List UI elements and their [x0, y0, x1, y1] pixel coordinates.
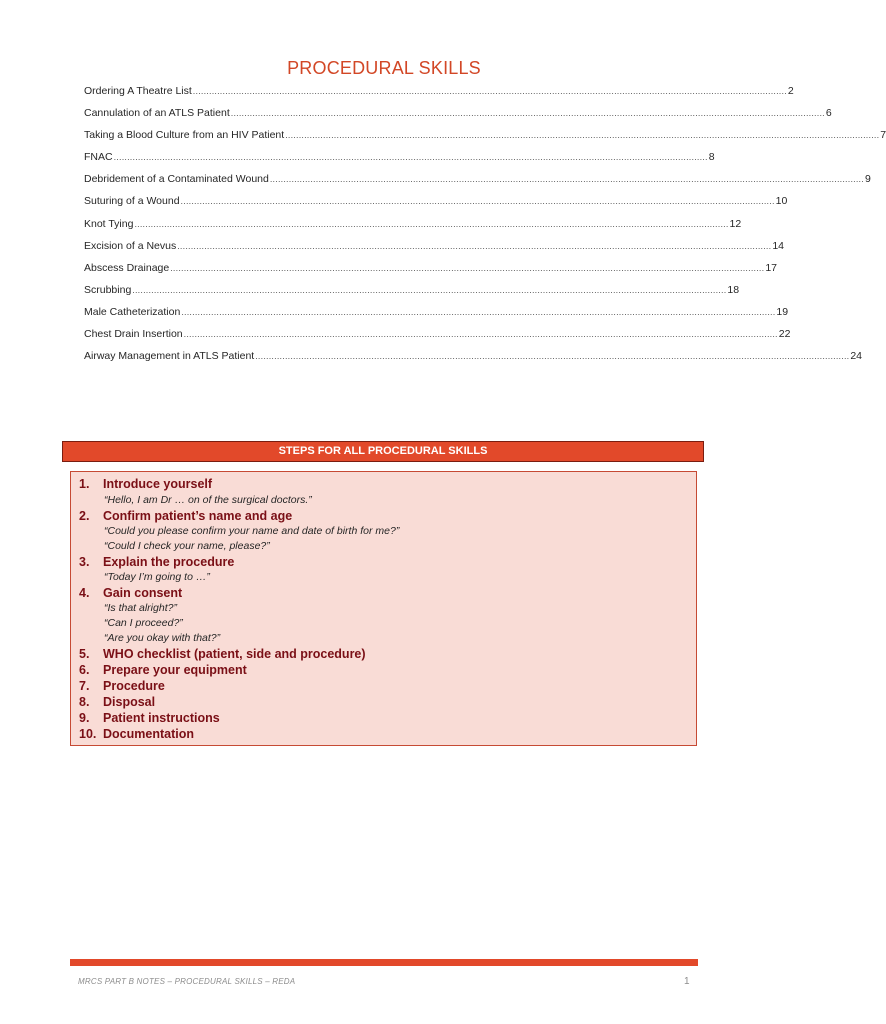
step-number: 10.	[79, 727, 97, 741]
toc-label: Suturing of a Wound	[84, 195, 180, 208]
step-quote: “Can I proceed?”	[104, 617, 183, 629]
toc-leader: ............................................................................................................................................................................................................................	[255, 351, 850, 362]
step-quote: “Are you okay with that?”	[104, 632, 221, 644]
toc-leader: ............................................................................................................................................................................................................................	[180, 196, 775, 207]
toc-entry[interactable]	[84, 124, 886, 146]
toc-label: Chest Drain Insertion	[84, 328, 183, 341]
toc-label: Ordering A Theatre List	[84, 85, 192, 97]
step-title: Gain consent	[103, 586, 183, 600]
toc-page-number: 6	[825, 107, 832, 120]
step-number: 5.	[79, 647, 90, 661]
step-quote: “Could you please confirm your name and date of birth for me?”	[104, 525, 400, 537]
step-item	[79, 509, 292, 524]
toc-entry[interactable]	[84, 257, 778, 279]
footer-text: MRCS PART B NOTES – PROCEDURAL SKILLS – REDA	[78, 977, 296, 986]
toc-label: Male Catheterization	[84, 305, 181, 318]
toc-leader: ............................................................................................................................................................................................................................	[170, 262, 765, 273]
step-item	[79, 695, 155, 710]
toc-label: FNAC	[84, 151, 113, 164]
step-title: Documentation	[103, 727, 194, 741]
toc-page-number: 24	[850, 350, 863, 363]
toc-page-number: 19	[776, 305, 789, 318]
steps-header: STEPS FOR ALL PROCEDURAL SKILLS	[62, 441, 704, 462]
toc-entry[interactable]	[84, 168, 871, 190]
toc-entry[interactable]	[84, 213, 742, 235]
toc-page-number: 18	[727, 283, 740, 296]
page-number: 1	[684, 976, 690, 987]
step-title: Introduce yourself	[103, 477, 213, 491]
toc-leader: ............................................................................................................................................................................................................................	[230, 108, 825, 119]
table-of-contents	[84, 80, 886, 367]
footer-divider	[70, 959, 698, 966]
toc-page-number: 10	[775, 195, 788, 208]
step-number: 7.	[79, 679, 90, 693]
step-number: 9.	[79, 711, 90, 725]
toc-entry[interactable]	[84, 190, 788, 212]
toc-entry[interactable]	[84, 102, 832, 124]
toc-label: Scrubbing	[84, 283, 132, 296]
step-quote: “Today I’m going to …”	[104, 571, 210, 583]
step-item	[79, 586, 182, 601]
step-number: 1.	[79, 477, 90, 491]
toc-label: Abscess Drainage	[84, 261, 170, 274]
toc-entry[interactable]	[84, 279, 740, 301]
toc-page-number: 2	[787, 85, 794, 97]
step-item	[79, 555, 234, 570]
step-quote: “Is that alright?”	[104, 602, 177, 614]
toc-page-number: 14	[772, 239, 785, 252]
toc-page-number: 9	[864, 173, 871, 186]
toc-leader: ............................................................................................................................................................................................................................	[285, 130, 880, 141]
step-title: Patient instructions	[103, 711, 220, 725]
toc-leader: ............................................................................................................................................................................................................................	[177, 240, 772, 251]
toc-label: Airway Management in ATLS Patient	[84, 350, 255, 363]
toc-page-number: 22	[778, 328, 791, 341]
step-title: Explain the procedure	[103, 555, 235, 569]
step-item	[79, 663, 247, 678]
step-item	[79, 711, 220, 726]
toc-leader: ............................................................................................................................................................................................................................	[192, 86, 787, 96]
toc-leader: ............................................................................................................................................................................................................................	[134, 218, 729, 229]
step-title: WHO checklist (patient, side and procedure)	[103, 647, 366, 661]
step-number: 8.	[79, 695, 90, 709]
step-quote: “Could I check your name, please?”	[104, 540, 270, 552]
toc-label: Knot Tying	[84, 217, 134, 230]
toc-label: Debridement of a Contaminated Wound	[84, 173, 269, 186]
step-quote: “Hello, I am Dr … on of the surgical doctors.”	[104, 494, 312, 506]
step-number: 6.	[79, 663, 90, 677]
toc-entry[interactable]	[84, 146, 715, 168]
steps-box	[70, 471, 697, 746]
toc-leader: ............................................................................................................................................................................................................................	[183, 329, 778, 340]
toc-label: Taking a Blood Culture from an HIV Patient	[84, 129, 285, 142]
step-title: Procedure	[103, 679, 165, 693]
toc-label: Cannulation of an ATLS Patient	[84, 107, 230, 120]
step-title: Confirm patient’s name and age	[103, 509, 293, 523]
step-number: 3.	[79, 555, 90, 569]
step-number: 2.	[79, 509, 90, 523]
toc-leader: ............................................................................................................................................................................................................................	[181, 306, 776, 317]
toc-page-number: 8	[708, 151, 715, 164]
toc-entry[interactable]	[84, 235, 785, 257]
step-title: Disposal	[103, 695, 156, 709]
toc-leader: ............................................................................................................................................................................................................................	[132, 284, 727, 295]
toc-entry[interactable]	[84, 301, 789, 323]
step-item	[79, 477, 212, 492]
toc-entry[interactable]	[84, 345, 863, 367]
step-number: 4.	[79, 586, 90, 600]
toc-page-number: 17	[765, 261, 778, 274]
step-item	[79, 647, 366, 662]
step-item	[79, 727, 194, 742]
page-title: PROCEDURAL SKILLS	[287, 58, 481, 78]
toc-entry[interactable]	[84, 323, 791, 345]
toc-leader: ............................................................................................................................................................................................................................	[113, 152, 708, 163]
toc-entry[interactable]	[84, 80, 794, 102]
toc-leader: ............................................................................................................................................................................................................................	[269, 174, 864, 185]
toc-page-number: 7	[880, 129, 886, 142]
toc-page-number: 12	[729, 217, 742, 230]
step-title: Prepare your equipment	[103, 663, 247, 677]
toc-label: Excision of a Nevus	[84, 239, 177, 252]
step-item	[79, 679, 165, 694]
